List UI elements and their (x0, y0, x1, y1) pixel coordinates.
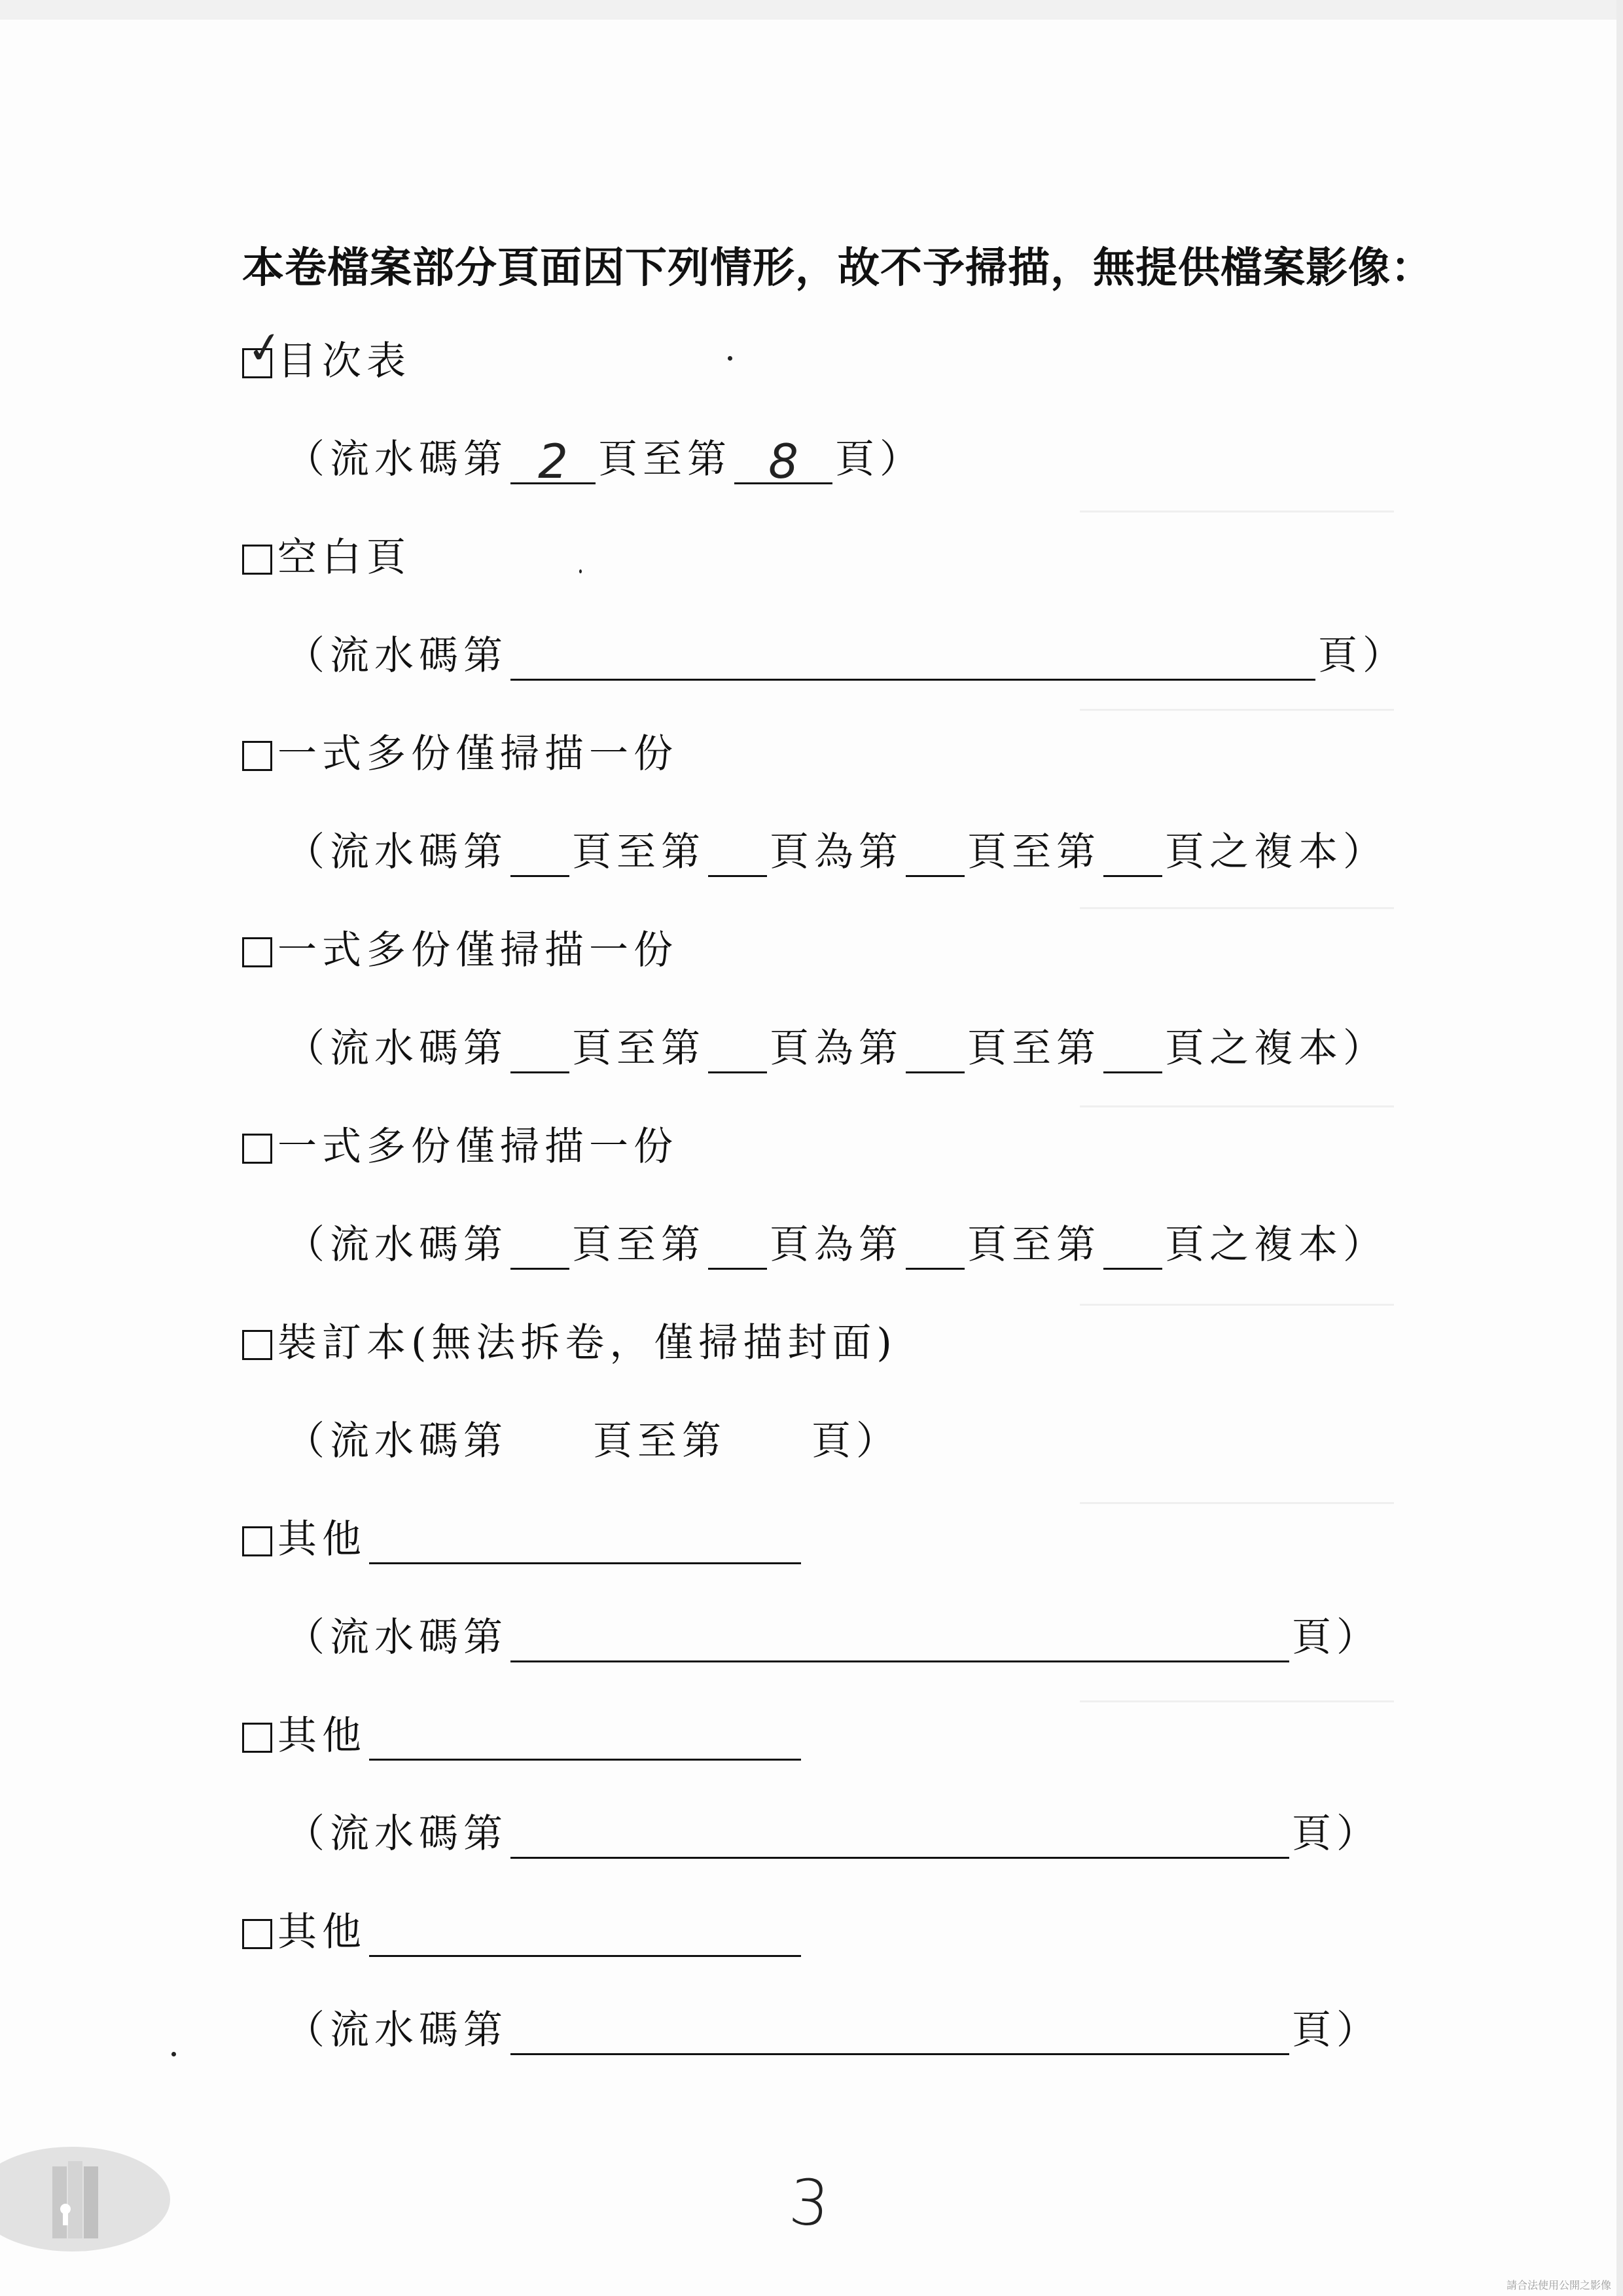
blank-field[interactable] (1103, 1226, 1162, 1270)
line-text: 頁至第 (593, 1418, 726, 1464)
option-label: 空白頁 (277, 535, 411, 581)
copy-range-line (285, 1021, 1387, 1073)
blank-field[interactable] (906, 833, 965, 877)
line-text: （流水碼第 (285, 1026, 508, 1071)
option-label: 目次表 (277, 338, 411, 384)
handwritten-value: 8 (768, 434, 798, 489)
line-text: 頁至第 (967, 829, 1101, 875)
scan-speck (171, 2052, 176, 2056)
blank-field[interactable] (708, 1030, 767, 1073)
scan-speck (579, 569, 582, 573)
blank-field[interactable] (510, 1619, 1289, 1662)
scan-edge-right (1616, 0, 1623, 2296)
checkbox[interactable] (242, 1330, 272, 1360)
check-mark-icon: ✓ (243, 320, 287, 376)
blank-field[interactable] (1103, 833, 1162, 877)
option-table-of-contents (242, 320, 411, 386)
bleed-line (1080, 711, 1394, 909)
blank-field[interactable] (708, 833, 767, 877)
bleed-line (1080, 1107, 1394, 1306)
serial-range-line (285, 628, 1407, 681)
line-text: 頁為第 (770, 1222, 903, 1268)
line-text: 頁） (835, 437, 924, 482)
line-text: 頁之複本） (1165, 1222, 1387, 1268)
line-text: 頁） (1292, 1615, 1381, 1660)
option-label: 其他 (277, 1516, 366, 1562)
blank-field[interactable] (510, 434, 596, 489)
serial-range-line (285, 1806, 1381, 1859)
blank-field[interactable] (734, 434, 832, 489)
serial-range-line (285, 1610, 1381, 1662)
checkbox-checked[interactable] (242, 320, 287, 378)
blank-field[interactable] (510, 833, 569, 877)
form-heading: 本卷檔案部分頁面因下列情形，故不予掃描，無提供檔案影像： (242, 243, 1433, 293)
bleed-line (1080, 1504, 1394, 1702)
blank-field[interactable] (906, 1030, 965, 1073)
other-description-field[interactable] (369, 1520, 801, 1564)
serial-range-line (285, 432, 924, 489)
copy-range-line (285, 825, 1387, 877)
handwritten-value: 2 (538, 434, 568, 489)
option-multiple-copies (242, 1119, 678, 1172)
option-blank-page (242, 530, 411, 583)
line-text: 頁為第 (770, 829, 903, 875)
blank-field[interactable] (510, 1226, 569, 1270)
line-text: （流水碼第 (285, 633, 508, 679)
scan-speck (728, 356, 732, 361)
checkbox[interactable] (242, 937, 272, 967)
blank-field[interactable] (906, 1226, 965, 1270)
blank-field[interactable] (1103, 1030, 1162, 1073)
line-text: 頁之複本） (1165, 1026, 1387, 1071)
option-label: 一式多份僅掃描一份 (277, 731, 678, 777)
bleed-line (1080, 314, 1394, 512)
line-text: 頁） (1292, 2007, 1381, 2053)
blank-field[interactable] (708, 1226, 767, 1270)
blank-field[interactable] (510, 1030, 569, 1073)
other-description-field[interactable] (369, 1913, 801, 1957)
checkbox[interactable] (242, 1526, 272, 1556)
copy-range-line (285, 1217, 1387, 1270)
line-text: 頁） (812, 1418, 901, 1464)
line-text: 頁至第 (967, 1026, 1101, 1071)
option-bound-volume (242, 1316, 897, 1368)
blank-field[interactable] (510, 2011, 1289, 2055)
serial-range-line (285, 2003, 1381, 2055)
line-text: （流水碼第 (285, 2007, 508, 2053)
line-text: （流水碼第 (285, 1811, 508, 1857)
checkbox[interactable] (242, 1134, 272, 1164)
checkbox[interactable] (242, 1723, 272, 1753)
option-other (242, 1512, 804, 1564)
bleed-line (1080, 909, 1394, 1107)
option-label: 其他 (277, 1713, 366, 1759)
option-label: 一式多份僅掃描一份 (277, 927, 678, 973)
line-text: （流水碼第 (285, 829, 508, 875)
line-text: 頁） (1318, 633, 1407, 679)
option-other (242, 1708, 804, 1761)
serial-range-line (285, 1414, 901, 1466)
option-multiple-copies (242, 726, 678, 779)
archive-books-icon (0, 2127, 170, 2271)
line-text: （流水碼第 (285, 1418, 508, 1464)
blank-field[interactable] (510, 1815, 1289, 1859)
line-text: （流水碼第 (285, 1222, 508, 1268)
line-text: 頁至第 (572, 829, 705, 875)
line-text: 頁至第 (967, 1222, 1101, 1268)
other-description-field[interactable] (369, 1717, 801, 1761)
option-label: 一式多份僅掃描一份 (277, 1124, 678, 1170)
checkbox[interactable] (242, 1919, 272, 1949)
line-text: 頁至第 (572, 1026, 705, 1071)
line-text: 頁為第 (770, 1026, 903, 1071)
option-label: 其他 (277, 1909, 366, 1955)
line-text: 頁之複本） (1165, 829, 1387, 875)
line-text: 頁） (1292, 1811, 1381, 1857)
line-text: 頁至第 (572, 1222, 705, 1268)
page-number: 3 (787, 2165, 832, 2241)
bleed-line (1080, 512, 1394, 711)
scan-edge-top (0, 0, 1623, 20)
line-text: （流水碼第 (285, 1615, 508, 1660)
footer-note: 請合法使用公開之影像 (1506, 2279, 1611, 2291)
checkbox[interactable] (242, 545, 272, 575)
option-multiple-copies (242, 923, 678, 975)
bleed-line (1080, 1306, 1394, 1504)
line-text: （流水碼第 (285, 437, 508, 482)
checkbox[interactable] (242, 741, 272, 771)
blank-field[interactable] (510, 637, 1315, 681)
option-label: 裝訂本(無法拆卷，僅掃描封面) (277, 1320, 897, 1366)
line-text: 頁至第 (598, 437, 732, 482)
option-other (242, 1905, 804, 1957)
